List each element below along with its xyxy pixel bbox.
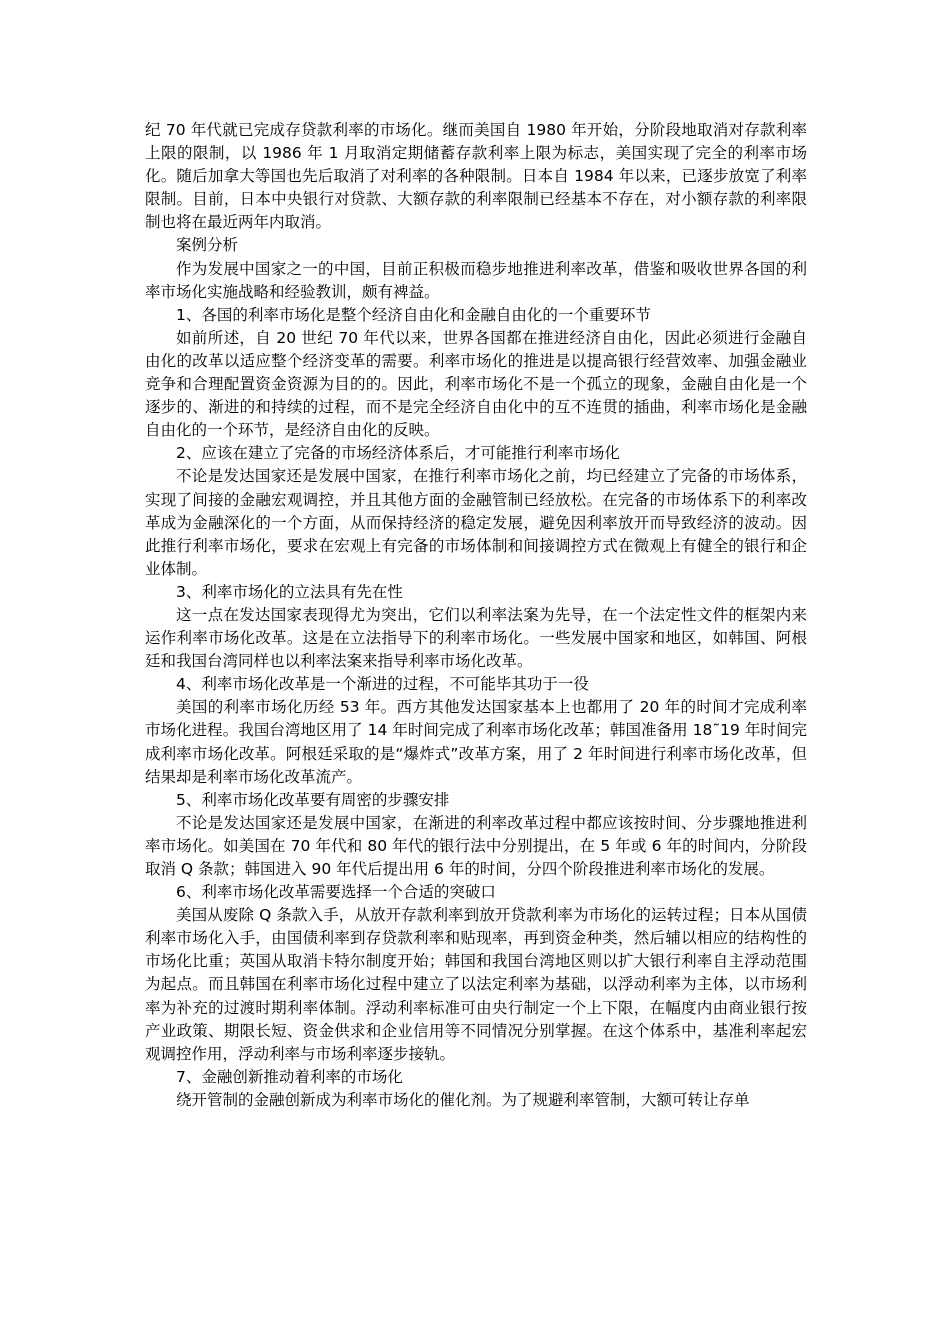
point-heading-4: 4、利率市场化改革是一个渐进的过程，不可能毕其功于一役 — [176, 675, 589, 694]
paragraph-point-4: 美国的利率市场化历经 53 年。西方其他发达国家基本上也都用了 20 年的时间才完成利率市场化进程。我国台湾地区用了 14 年时间完成了利率市场化改革；韩国准备用 18˜19 年时间完成利率市场化改革。阿根廷采取的是“爆炸式”改革方案，用了 2 年时间进行利率市场化改革，但结果却是利率市场化改革流产。 — [145, 698, 807, 786]
point-heading-3: 3、利率市场化的立法具有先在性 — [176, 582, 403, 601]
paragraph-continued: 纪 70 年代就已完成存贷款利率的市场化。继而美国自 1980 年开始，分阶段地取消对存款利率上限的限制，以 1986 年 1 月取消定期储蓄存款利率上限为标志，美国实现了完全的利率市场化。随后加拿大等国也先后取消了对利率的各种限制。日本自 1984 年以来，已逐步放宽了利率限制。目前，日本中央银行对贷款、大额存款的利率限制已经基本不存在，对小额存款的利率限制也将在最近两年内取消。 — [145, 121, 807, 232]
section-heading-case-analysis: 案例分析 — [176, 236, 239, 255]
paragraph-point-7: 绕开管制的金融创新成为利率市场化的催化剂。为了规避利率管制，大额可转让存单 — [176, 1090, 750, 1109]
point-heading-6: 6、利率市场化改革需要选择一个合适的突破口 — [176, 883, 496, 902]
paragraph-point-3: 这一点在发达国家表现得尤为突出，它们以利率法案为先导，在一个法定性文件的框架内来运作利率市场化改革。这是在立法指导下的利率市场化。一些发展中国家和地区，如韩国、阿根廷和我国台湾同样也以利率法案来指导利率市场化改革。 — [145, 605, 807, 671]
paragraph-point-1: 如前所述，自 20 世纪 70 年代以来，世界各国都在推进经济自由化，因此必须进行金融自由化的改革以适应整个经济变革的需要。利率市场化的推进是以提高银行经营效率、加强金融业竞争和合理配置资金资源为目的的。因此，利率市场化不是一个孤立的现象，金融自由化是一个逐步的、渐进的和持续的过程，而不是完全经济自由化中的互不连贯的插曲，利率市场化是金融自由化的一个环节，是经济自由化的反映。 — [145, 328, 807, 440]
document-body — [145, 119, 807, 1112]
point-heading-2: 2、应该在建立了完备的市场经济体系后，才可能推行利率市场化 — [176, 444, 620, 463]
point-heading-5: 5、利率市场化改革要有周密的步骤安排 — [176, 790, 450, 809]
point-heading-1: 1、各国的利率市场化是整个经济自由化和金融自由化的一个重要环节 — [176, 305, 651, 324]
paragraph-point-6: 美国从废除 Q 条款入手，从放开存款利率到放开贷款利率为市场化的运转过程；日本从国债利率市场化入手，由国债利率到存贷款利率和贴现率，再到资金种类，然后辅以相应的结构性的市场化比重；英国从取消卡特尔制度开始；韩国和我国台湾地区则以扩大银行利率自主浮动范围为起点。而且韩国在利率市场化过程中建立了以法定利率为基础，以浮动利率为主体，以市场利率为补充的过渡时期利率体制。浮动利率标准可由央行制定一个上下限，在幅度内由商业银行按产业政策、期限长短、资金供求和企业信用等不同情况分别掌握。在这个体系中，基准利率起宏观调控作用，浮动利率与市场利率逐步接轨。 — [145, 906, 807, 1063]
paragraph-intro: 作为发展中国家之一的中国，目前正积极而稳步地推进利率改革，借鉴和吸收世界各国的利率市场化实施战略和经验教训，颇有裨益。 — [145, 259, 807, 301]
paragraph-point-2: 不论是发达国家还是发展中国家，在推行利率市场化之前，均已经建立了完备的市场体系，实现了间接的金融宏观调控，并且其他方面的金融管制已经放松。在完备的市场体系下的利率改革成为金融深化的一个方面，从而保持经济的稳定发展，避免因利率放开而导致经济的波动。因此推行利率市场化，要求在宏观上有完备的市场体制和间接调控方式在微观上有健全的银行和企业体制。 — [145, 467, 807, 578]
point-heading-7: 7、金融创新推动着利率的市场化 — [176, 1067, 403, 1086]
paragraph-point-5: 不论是发达国家还是发展中国家，在渐进的利率改革过程中都应该按时间、分步骤地推进利率市场化。如美国在 70 年代和 80 年代的银行法中分别提出，在 5 年或 6 年的时间内，分阶段取消 Q 条款；韩国进入 90 年代后提出用 6 年的时间，分四个阶段推进利率市场化的发展。 — [145, 813, 807, 878]
